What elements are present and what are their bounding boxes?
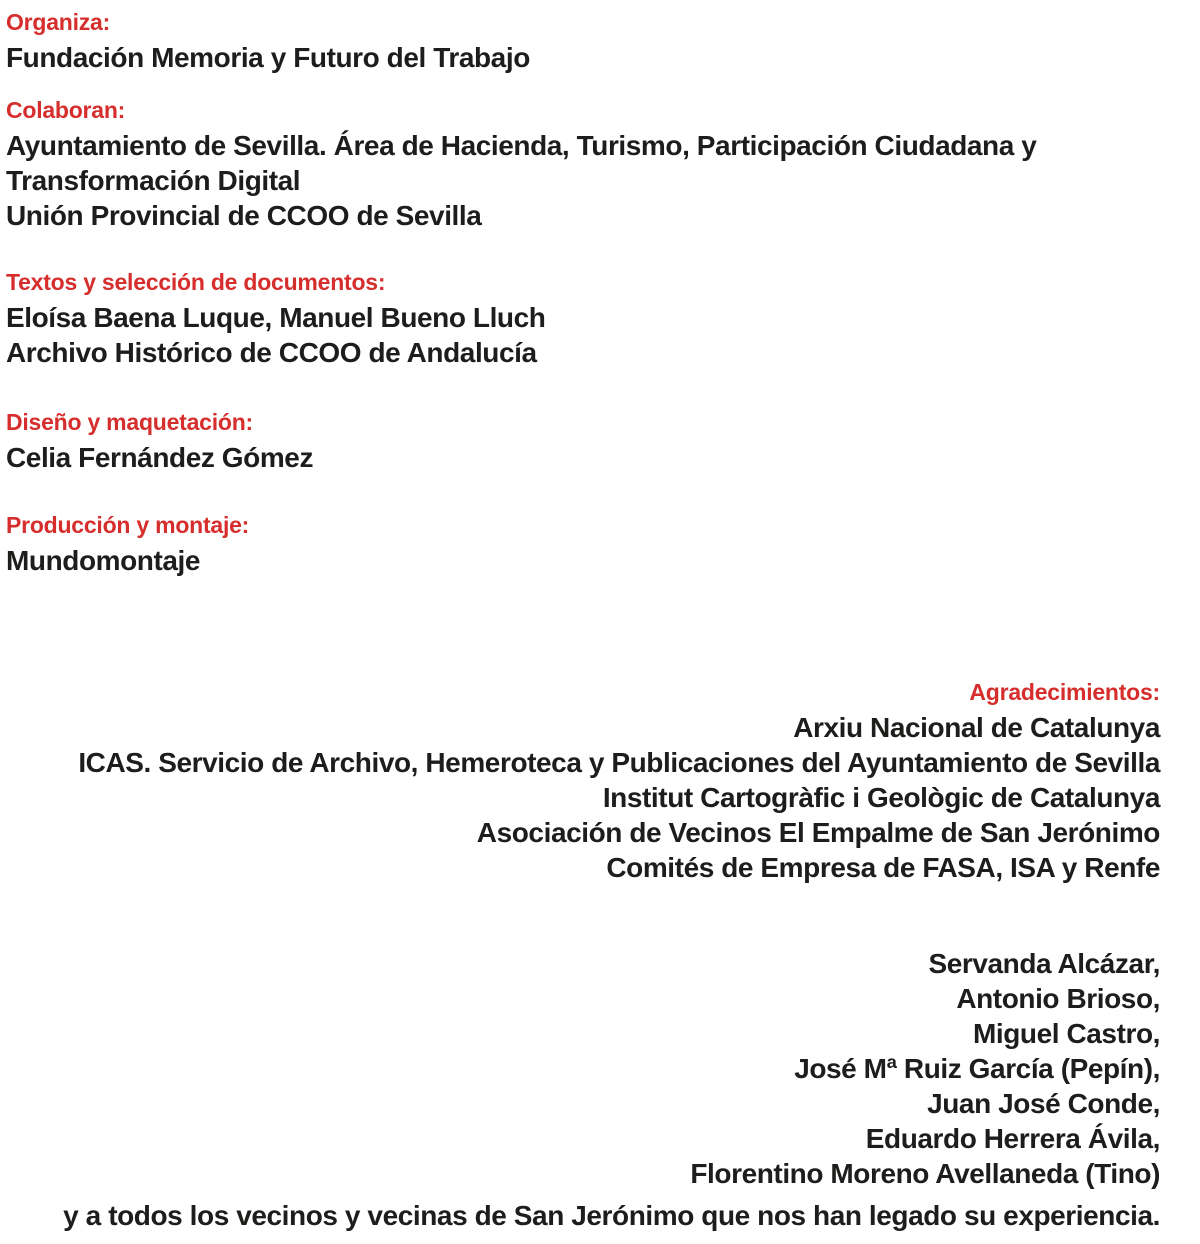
section-label-textos: Textos y selección de documentos: [6,269,386,295]
section-label-agradecimientos: Agradecimientos: [969,679,1160,705]
agradecimientos-org-line: ICAS. Servicio de Archivo, Hemeroteca y Publicaciones del Ayuntamiento de Sevilla [78,747,1160,778]
textos-credit-line: Eloísa Baena Luque, Manuel Bueno Lluch [6,302,546,333]
person-name-line: Juan José Conde, [927,1088,1160,1119]
produccion-credit-line: Mundomontaje [6,545,201,576]
organiza-entity: Fundación Memoria y Futuro del Trabajo [6,42,530,73]
colaboran-entity-line: Transformación Digital [6,165,301,196]
closing-dedication-line: y a todos los vecinos y vecinas de San Jerónimo que nos han legado su experiencia. [63,1200,1160,1231]
textos-credit-line: Archivo Histórico de CCOO de Andalucía [6,337,537,368]
colaboran-entity-line: Unión Provincial de CCOO de Sevilla [6,200,482,231]
agradecimientos-org-line: Asociación de Vecinos El Empalme de San Jerónimo [476,817,1160,848]
person-name-line: Florentino Moreno Avellaneda (Tino) [690,1158,1160,1189]
section-produccion-y-montaje [6,508,1160,578]
section-label-colaboran: Colaboran: [6,97,126,123]
section-organiza [6,5,1160,75]
person-name-line: Eduardo Herrera Ávila, [865,1123,1160,1154]
section-label-produccion: Producción y montaje: [6,512,250,538]
person-name-line: Miguel Castro, [972,1018,1160,1049]
section-label-diseno: Diseño y maquetación: [6,409,253,435]
colaboran-entity-line: Ayuntamiento de Sevilla. Área de Hacienda, Turismo, Participación Ciudadana y [6,130,1037,161]
person-name-line: Servanda Alcázar, [928,948,1160,979]
section-label-organiza: Organiza: [6,9,111,35]
diseno-credit-line: Celia Fernández Gómez [6,442,314,473]
agradecimientos-org-line: Comités de Empresa de FASA, ISA y Renfe [606,852,1160,883]
section-textos-y-seleccion [6,265,1160,370]
section-agradecimientos [6,675,1160,885]
person-name-line: José Mª Ruiz García (Pepín), [794,1053,1160,1084]
agradecimientos-org-line: Arxiu Nacional de Catalunya [793,712,1160,743]
section-agradecimientos-personas [6,946,1160,1191]
section-diseno-y-maquetacion [6,405,1160,475]
section-closing [6,1198,1160,1233]
person-name-line: Antonio Brioso, [956,983,1160,1014]
section-colaboran [6,93,1160,233]
agradecimientos-org-line: Institut Cartogràfic i Geològic de Catalunya [602,782,1160,813]
